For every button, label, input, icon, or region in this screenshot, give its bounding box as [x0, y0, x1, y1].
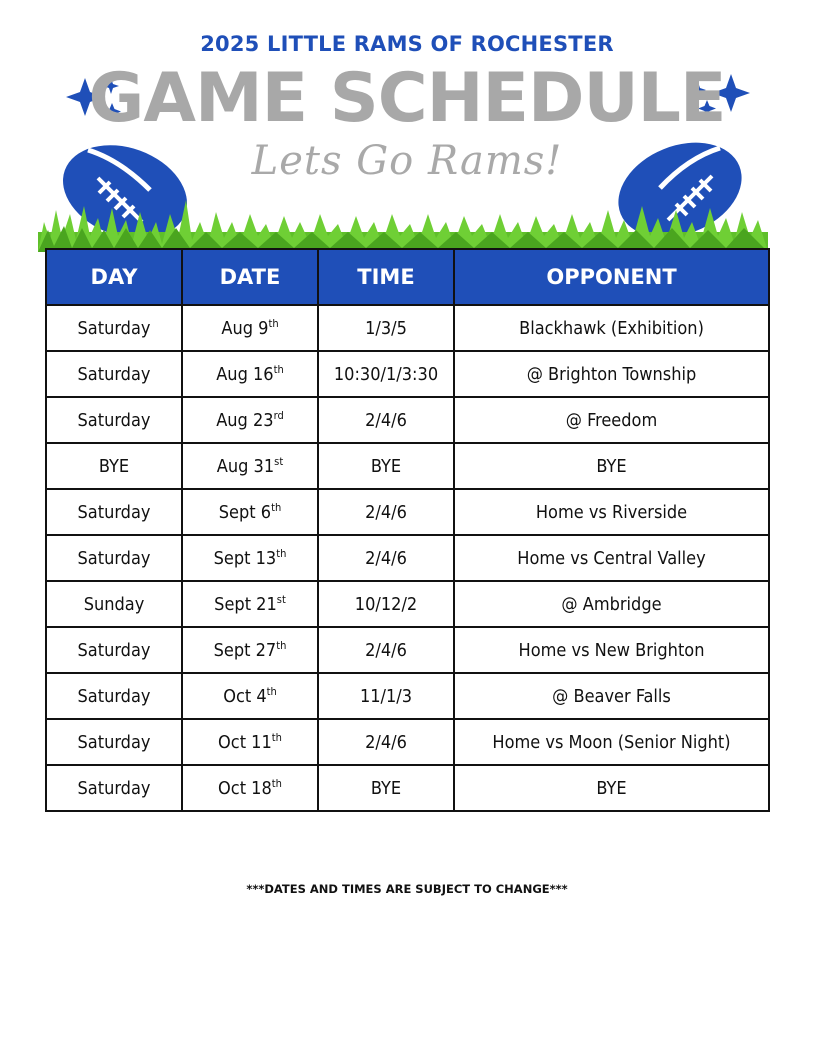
schedule-table [45, 248, 770, 812]
table-row [46, 305, 769, 351]
day-cell [46, 719, 182, 765]
time-cell [318, 627, 454, 673]
date-suffix: th [271, 500, 282, 514]
table-row [46, 351, 769, 397]
time-cell-text: BYE [370, 455, 402, 477]
day-cell-text: Saturday [77, 731, 151, 753]
opponent-cell-text: @ Brighton Township [526, 363, 697, 385]
date-cell-text: Aug 31 [216, 455, 275, 477]
time-cell [318, 719, 454, 765]
date-suffix: th [276, 546, 287, 560]
day-cell-text: Saturday [77, 685, 151, 707]
opponent-cell [454, 535, 769, 581]
opponent-cell-text: Blackhawk (Exhibition) [519, 317, 704, 339]
opponent-cell-text: @ Freedom [565, 409, 658, 431]
day-cell-text: Saturday [77, 317, 151, 339]
table-row [46, 627, 769, 673]
date-cell [182, 627, 318, 673]
day-cell-text: Saturday [77, 547, 151, 569]
page-title: GAME SCHEDULE [88, 59, 726, 138]
date-cell-text: Sept 21 [214, 593, 277, 615]
time-cell-text: 2/4/6 [365, 409, 407, 431]
date-cell-text: Oct 18 [218, 777, 272, 799]
date-cell [182, 489, 318, 535]
opponent-cell-text: Home vs New Brighton [518, 639, 705, 661]
date-cell [182, 351, 318, 397]
day-cell-text: Saturday [77, 639, 151, 661]
table-row [46, 719, 769, 765]
date-cell [182, 443, 318, 489]
time-cell-text: 2/4/6 [365, 731, 407, 753]
time-cell [318, 351, 454, 397]
column-header-opponent: OPPONENT [454, 249, 769, 305]
date-suffix: th [266, 684, 277, 698]
opponent-cell [454, 397, 769, 443]
day-cell [46, 351, 182, 397]
day-cell-text: Saturday [77, 777, 151, 799]
disclaimer-note: ***DATES AND TIMES ARE SUBJECT TO CHANGE*** [246, 882, 568, 896]
date-cell-text: Aug 23 [216, 409, 274, 431]
opponent-cell-text: Home vs Riverside [535, 501, 688, 523]
time-cell [318, 443, 454, 489]
table-row [46, 397, 769, 443]
date-cell-text: Aug 9 [221, 317, 269, 339]
date-cell-text: Oct 4 [223, 685, 267, 707]
table-row [46, 581, 769, 627]
time-cell-text: 1/3/5 [365, 317, 407, 339]
table-row [46, 673, 769, 719]
table-row [46, 443, 769, 489]
team-title: 2025 LITTLE RAMS OF ROCHESTER [200, 32, 614, 56]
day-cell [46, 443, 182, 489]
opponent-cell-text: @ Ambridge [561, 593, 662, 615]
date-cell [182, 535, 318, 581]
day-cell [46, 765, 182, 811]
date-cell [182, 765, 318, 811]
column-header-day: DAY [46, 249, 182, 305]
day-cell [46, 581, 182, 627]
column-header-time: TIME [318, 249, 454, 305]
time-cell [318, 489, 454, 535]
day-cell-text: Saturday [77, 409, 151, 431]
date-suffix: th [271, 730, 282, 744]
day-cell [46, 489, 182, 535]
date-suffix: st [276, 592, 286, 606]
opponent-cell-text: BYE [596, 455, 627, 477]
tagline: Lets Go Rams! [251, 138, 563, 184]
date-cell-text: Sept 13 [213, 547, 277, 569]
time-cell [318, 673, 454, 719]
time-cell [318, 581, 454, 627]
opponent-cell [454, 673, 769, 719]
day-cell-text: Sunday [83, 593, 145, 615]
time-cell [318, 535, 454, 581]
table-row [46, 489, 769, 535]
date-cell [182, 719, 318, 765]
table-row [46, 765, 769, 811]
opponent-cell-text: BYE [596, 777, 627, 799]
opponent-cell-text: Home vs Central Valley [517, 547, 706, 569]
date-cell-text: Aug 16 [216, 363, 274, 385]
date-cell-text: Oct 11 [218, 731, 272, 753]
opponent-cell [454, 765, 769, 811]
date-cell [182, 397, 318, 443]
time-cell-text: 2/4/6 [365, 501, 407, 523]
day-cell-text: Saturday [77, 363, 151, 385]
opponent-cell [454, 443, 769, 489]
time-cell-text: 2/4/6 [365, 639, 407, 661]
day-cell [46, 535, 182, 581]
day-cell [46, 627, 182, 673]
day-cell-text: BYE [98, 455, 130, 477]
table-row [46, 535, 769, 581]
time-cell-text: 10/12/2 [354, 593, 418, 615]
time-cell [318, 397, 454, 443]
opponent-cell [454, 719, 769, 765]
date-suffix: st [274, 454, 284, 468]
column-header-date: DATE [182, 249, 318, 305]
opponent-cell [454, 489, 769, 535]
table-header-row [46, 249, 769, 305]
day-cell [46, 397, 182, 443]
date-cell-text: Sept 6 [218, 501, 272, 523]
time-cell-text: 2/4/6 [365, 547, 407, 569]
date-suffix: th [268, 316, 279, 330]
time-cell-text: 11/1/3 [359, 685, 413, 707]
opponent-cell [454, 305, 769, 351]
opponent-cell-text: @ Beaver Falls [552, 685, 671, 707]
date-cell [182, 673, 318, 719]
date-cell [182, 581, 318, 627]
schedule-rows [46, 305, 769, 811]
time-cell-text: BYE [370, 777, 402, 799]
opponent-cell-text: Home vs Moon (Senior Night) [492, 731, 731, 753]
date-suffix: rd [273, 408, 284, 422]
date-cell [182, 305, 318, 351]
day-cell-text: Saturday [77, 501, 151, 523]
opponent-cell [454, 627, 769, 673]
day-cell [46, 305, 182, 351]
date-cell-text: Sept 27 [213, 639, 277, 661]
time-cell [318, 305, 454, 351]
opponent-cell [454, 351, 769, 397]
date-suffix: th [276, 638, 287, 652]
time-cell-text: 10:30/1/3:30 [333, 363, 439, 385]
time-cell [318, 765, 454, 811]
opponent-cell [454, 581, 769, 627]
date-suffix: th [273, 362, 284, 376]
date-suffix: th [271, 776, 282, 790]
day-cell [46, 673, 182, 719]
